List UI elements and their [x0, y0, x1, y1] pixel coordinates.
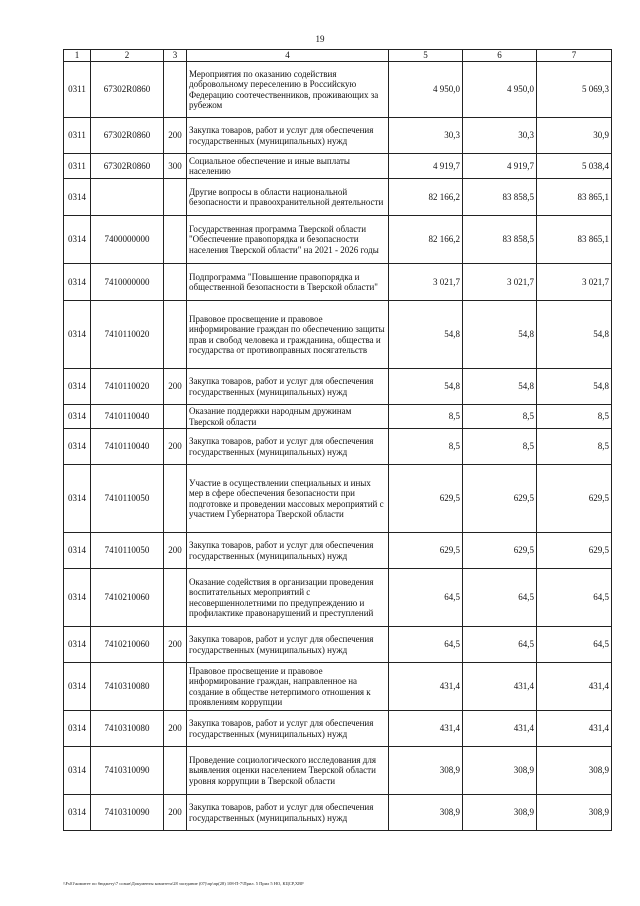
expense-type-cell — [164, 569, 187, 627]
amount-year-3-cell: 5 038,4 — [537, 154, 612, 179]
table-row — [64, 264, 612, 301]
section-code-cell: 0314 — [64, 533, 91, 569]
expense-type-cell: 200 — [164, 429, 187, 465]
item-name-cell: Правовое просвещение и правовое информирование граждан по обеспечению защиты прав и свобод человека и гражданина, общества и государства от противоправных посягательств — [187, 301, 389, 369]
expense-type-cell: 200 — [164, 627, 187, 663]
amount-year-1-cell: 3 021,7 — [389, 264, 463, 301]
table-row — [64, 465, 612, 533]
target-article-cell: 7410110020 — [91, 301, 164, 369]
expense-type-cell — [164, 216, 187, 264]
item-name-cell: Закупка товаров, работ и услуг для обеспечения государственных (муниципальных) нужд — [187, 533, 389, 569]
amount-year-1-cell: 8,5 — [389, 429, 463, 465]
table-row — [64, 747, 612, 795]
amount-year-1-cell: 629,5 — [389, 465, 463, 533]
amount-year-3-cell: 30,9 — [537, 118, 612, 154]
item-name-cell: Проведение социологического исследования для выявления оценки населением Тверской области уровня коррупции в Тверской области — [187, 747, 389, 795]
amount-year-2-cell: 30,3 — [463, 118, 537, 154]
amount-year-2-cell: 629,5 — [463, 465, 537, 533]
section-code-cell: 0311 — [64, 154, 91, 179]
section-code-cell: 0314 — [64, 711, 91, 747]
amount-year-3-cell: 629,5 — [537, 465, 612, 533]
amount-year-2-cell: 308,9 — [463, 747, 537, 795]
amount-year-2-cell: 4 919,7 — [463, 154, 537, 179]
amount-year-2-cell: 431,4 — [463, 711, 537, 747]
amount-year-3-cell: 431,4 — [537, 663, 612, 711]
amount-year-3-cell: 308,9 — [537, 747, 612, 795]
amount-year-1-cell: 308,9 — [389, 795, 463, 831]
table-row — [64, 216, 612, 264]
amount-year-1-cell: 54,8 — [389, 369, 463, 405]
amount-year-2-cell: 83 858,5 — [463, 179, 537, 216]
target-article-cell: 67302R0860 — [91, 62, 164, 118]
amount-year-1-cell: 308,9 — [389, 747, 463, 795]
expense-type-cell: 300 — [164, 154, 187, 179]
amount-year-2-cell: 629,5 — [463, 533, 537, 569]
item-name-cell: Закупка товаров, работ и услуг для обеспечения государственных (муниципальных) нужд — [187, 795, 389, 831]
item-name-cell: Другие вопросы в области национальной безопасности и правоохранительной деятельности — [187, 179, 389, 216]
footer-file-path: \\Fs01\комитет по бюджету\7 созыв\Документы комитета\28 заседание (07)\пр\пр(28) 108-П-7\Прил. 5 Прил 5 НО, КЦСР,ХВР — [63, 881, 304, 886]
amount-year-2-cell: 8,5 — [463, 429, 537, 465]
expense-type-cell: 200 — [164, 795, 187, 831]
target-article-cell — [91, 179, 164, 216]
section-code-cell: 0314 — [64, 369, 91, 405]
item-name-cell: Мероприятия по оказанию содействия добровольному переселению в Российскую Федерацию соотечественников, проживающих за рубежом — [187, 62, 389, 118]
expense-type-cell — [164, 301, 187, 369]
expense-type-cell — [164, 465, 187, 533]
amount-year-2-cell: 8,5 — [463, 405, 537, 429]
amount-year-3-cell: 308,9 — [537, 795, 612, 831]
column-header: 5 — [389, 50, 463, 62]
amount-year-1-cell: 8,5 — [389, 405, 463, 429]
item-name-cell: Закупка товаров, работ и услуг для обеспечения государственных (муниципальных) нужд — [187, 429, 389, 465]
column-header: 7 — [537, 50, 612, 62]
amount-year-3-cell: 8,5 — [537, 429, 612, 465]
expense-type-cell — [164, 405, 187, 429]
expense-type-cell: 200 — [164, 711, 187, 747]
amount-year-1-cell: 30,3 — [389, 118, 463, 154]
header-row — [64, 50, 612, 62]
table-row — [64, 405, 612, 429]
table-row — [64, 569, 612, 627]
amount-year-1-cell: 82 166,2 — [389, 216, 463, 264]
expense-type-cell — [164, 747, 187, 795]
target-article-cell: 7410000000 — [91, 264, 164, 301]
amount-year-2-cell: 4 950,0 — [463, 62, 537, 118]
amount-year-1-cell: 4 950,0 — [389, 62, 463, 118]
table-row — [64, 301, 612, 369]
amount-year-3-cell: 8,5 — [537, 405, 612, 429]
target-article-cell: 7410310080 — [91, 663, 164, 711]
amount-year-2-cell: 83 858,5 — [463, 216, 537, 264]
table-row — [64, 663, 612, 711]
table-row — [64, 179, 612, 216]
section-code-cell: 0314 — [64, 569, 91, 627]
table-row — [64, 795, 612, 831]
amount-year-1-cell: 4 919,7 — [389, 154, 463, 179]
table-row — [64, 154, 612, 179]
target-article-cell: 67302R0860 — [91, 118, 164, 154]
column-header: 6 — [463, 50, 537, 62]
amount-year-1-cell: 54,8 — [389, 301, 463, 369]
table-row — [64, 711, 612, 747]
item-name-cell: Государственная программа Тверской области "Обеспечение правопорядка и безопасности населения Тверской области" на 2021 - 2026 годы — [187, 216, 389, 264]
target-article-cell: 7410110040 — [91, 429, 164, 465]
expense-type-cell — [164, 179, 187, 216]
target-article-cell: 7410110050 — [91, 533, 164, 569]
expense-type-cell — [164, 264, 187, 301]
item-name-cell: Социальное обеспечение и иные выплаты населению — [187, 154, 389, 179]
amount-year-1-cell: 64,5 — [389, 627, 463, 663]
amount-year-1-cell: 64,5 — [389, 569, 463, 627]
expense-type-cell — [164, 663, 187, 711]
expense-type-cell: 200 — [164, 118, 187, 154]
amount-year-3-cell: 629,5 — [537, 533, 612, 569]
target-article-cell: 67302R0860 — [91, 154, 164, 179]
section-code-cell: 0314 — [64, 179, 91, 216]
amount-year-2-cell: 54,8 — [463, 369, 537, 405]
column-header: 1 — [64, 50, 91, 62]
amount-year-3-cell: 431,4 — [537, 711, 612, 747]
amount-year-3-cell: 64,5 — [537, 569, 612, 627]
amount-year-3-cell: 3 021,7 — [537, 264, 612, 301]
table-body — [64, 62, 612, 831]
section-code-cell: 0314 — [64, 465, 91, 533]
column-header: 4 — [187, 50, 389, 62]
amount-year-3-cell: 83 865,1 — [537, 179, 612, 216]
amount-year-2-cell: 308,9 — [463, 795, 537, 831]
item-name-cell: Закупка товаров, работ и услуг для обеспечения государственных (муниципальных) нужд — [187, 118, 389, 154]
table-row — [64, 429, 612, 465]
table-row — [64, 369, 612, 405]
column-header: 2 — [91, 50, 164, 62]
section-code-cell: 0311 — [64, 62, 91, 118]
expense-type-cell: 200 — [164, 369, 187, 405]
amount-year-3-cell: 5 069,3 — [537, 62, 612, 118]
amount-year-1-cell: 431,4 — [389, 711, 463, 747]
amount-year-2-cell: 54,8 — [463, 301, 537, 369]
amount-year-3-cell: 54,8 — [537, 301, 612, 369]
target-article-cell: 7410110020 — [91, 369, 164, 405]
section-code-cell: 0314 — [64, 663, 91, 711]
amount-year-3-cell: 64,5 — [537, 627, 612, 663]
item-name-cell: Оказание содействия в организации проведения воспитательных мероприятий с несовершеннолетними по предупреждению и профилактике правонарушений и преступлений — [187, 569, 389, 627]
section-code-cell: 0314 — [64, 264, 91, 301]
section-code-cell: 0314 — [64, 405, 91, 429]
item-name-cell: Закупка товаров, работ и услуг для обеспечения государственных (муниципальных) нужд — [187, 711, 389, 747]
table-row — [64, 62, 612, 118]
section-code-cell: 0314 — [64, 429, 91, 465]
amount-year-2-cell: 431,4 — [463, 663, 537, 711]
section-code-cell: 0314 — [64, 747, 91, 795]
section-code-cell: 0311 — [64, 118, 91, 154]
target-article-cell: 7410210060 — [91, 627, 164, 663]
page-number: 19 — [315, 34, 325, 44]
amount-year-2-cell: 3 021,7 — [463, 264, 537, 301]
amount-year-1-cell: 82 166,2 — [389, 179, 463, 216]
amount-year-1-cell: 629,5 — [389, 533, 463, 569]
item-name-cell: Закупка товаров, работ и услуг для обеспечения государственных (муниципальных) нужд — [187, 369, 389, 405]
item-name-cell: Правовое просвещение и правовое информирование граждан, направленное на создание в обществе нетерпимого отношения к проявлениям коррупции — [187, 663, 389, 711]
amount-year-2-cell: 64,5 — [463, 627, 537, 663]
table-row — [64, 533, 612, 569]
target-article-cell: 7410310090 — [91, 795, 164, 831]
target-article-cell: 7410110040 — [91, 405, 164, 429]
amount-year-2-cell: 64,5 — [463, 569, 537, 627]
expense-type-cell: 200 — [164, 533, 187, 569]
item-name-cell: Закупка товаров, работ и услуг для обеспечения государственных (муниципальных) нужд — [187, 627, 389, 663]
section-code-cell: 0314 — [64, 627, 91, 663]
item-name-cell: Подпрограмма "Повышение правопорядка и общественной безопасности в Тверской области" — [187, 264, 389, 301]
column-header: 3 — [164, 50, 187, 62]
target-article-cell: 7410110050 — [91, 465, 164, 533]
expense-type-cell — [164, 62, 187, 118]
budget-table — [63, 49, 612, 831]
target-article-cell: 7400000000 — [91, 216, 164, 264]
section-code-cell: 0314 — [64, 795, 91, 831]
amount-year-1-cell: 431,4 — [389, 663, 463, 711]
section-code-cell: 0314 — [64, 216, 91, 264]
amount-year-3-cell: 54,8 — [537, 369, 612, 405]
amount-year-3-cell: 83 865,1 — [537, 216, 612, 264]
target-article-cell: 7410310090 — [91, 747, 164, 795]
table-row — [64, 627, 612, 663]
item-name-cell: Оказание поддержки народным дружинам Тверской области — [187, 405, 389, 429]
item-name-cell: Участие в осуществлении специальных и иных мер в сфере обеспечения безопасности при подготовке и проведении массовых мероприятий с участием Губернатора Тверской области — [187, 465, 389, 533]
target-article-cell: 7410310080 — [91, 711, 164, 747]
table-row — [64, 118, 612, 154]
section-code-cell: 0314 — [64, 301, 91, 369]
target-article-cell: 7410210060 — [91, 569, 164, 627]
